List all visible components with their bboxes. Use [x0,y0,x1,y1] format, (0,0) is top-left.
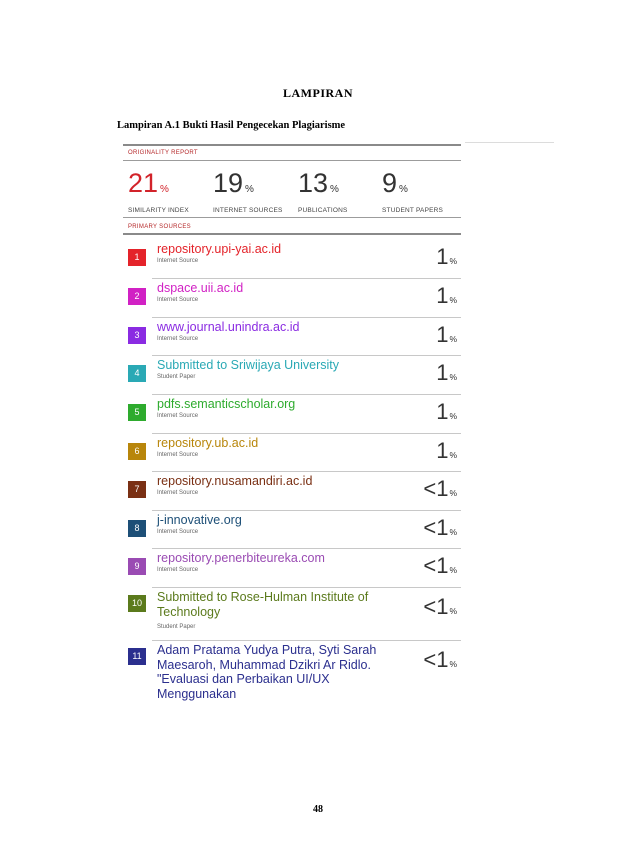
source-row [120,549,465,588]
source-title[interactable]: pdfs.semanticscholar.org [157,397,296,411]
source-percentage [436,360,457,386]
originality-rule [123,160,461,161]
source-row [120,279,465,318]
source-pct-sign: % [449,488,457,498]
source-pct-value: 1 [436,399,449,424]
header-rule-extension [462,142,554,143]
source-title[interactable]: repository.upi-yai.ac.id [157,242,282,256]
source-pct-sign: % [449,527,457,537]
source-rank-badge: 2 [128,288,146,305]
source-title[interactable]: Adam Pratama Yudya Putra, Syti Sarah Maesaroh, Muhammad Dzikri Ar Ridlo. "Evaluasi dan Perbaikan UI/UX Menggunakan [157,643,377,701]
source-title[interactable]: www.journal.unindra.ac.id [157,320,300,334]
source-rank-badge: 3 [128,327,146,344]
source-pct-sign: % [449,372,457,382]
source-pct-sign: % [449,606,457,616]
source-pct-sign: % [449,256,457,266]
source-type: Internet Source [157,297,199,303]
source-pct-value: 1 [436,322,449,347]
stat-pct: % [245,184,254,195]
originality-report-label: ORIGINALITY REPORT [128,150,198,156]
source-pct-value: <1 [423,647,449,672]
source-row [120,588,465,641]
top-rule [123,144,461,146]
source-pct-value: <1 [423,553,449,578]
source-row [120,472,465,511]
source-type: Internet Source [157,490,199,496]
stat-value: 9 [382,168,398,198]
stat-student-papers [382,168,443,214]
source-percentage [436,438,457,464]
source-row [120,240,465,279]
source-type: Internet Source [157,413,199,419]
source-title[interactable]: repository.penerbiteureka.com [157,551,325,565]
source-percentage [423,594,457,620]
stat-publications [298,168,348,214]
source-rank-badge: 10 [128,595,146,612]
stat-value: 21 [128,168,159,198]
source-rank-badge: 6 [128,443,146,460]
source-percentage [423,515,457,541]
stat-pct: % [330,184,339,195]
source-rank-badge: 9 [128,558,146,575]
source-percentage [436,244,457,270]
source-row [120,434,465,472]
source-rank-badge: 11 [128,648,146,665]
source-type: Internet Source [157,258,199,264]
source-row [120,511,465,549]
source-pct-value: 1 [436,438,449,463]
originality-report [120,142,465,701]
source-title[interactable]: dspace.uii.ac.id [157,281,244,295]
source-pct-value: <1 [423,515,449,540]
stat-pct: % [160,184,169,195]
source-rank-badge: 4 [128,365,146,382]
source-rank-badge: 7 [128,481,146,498]
page-number: 48 [313,804,323,815]
source-percentage [436,322,457,348]
source-pct-value: <1 [423,594,449,619]
source-row [120,641,465,701]
source-pct-value: <1 [423,476,449,501]
source-pct-value: 1 [436,283,449,308]
stat-value: 19 [213,168,244,198]
source-title[interactable]: Submitted to Sriwijaya University [157,358,340,372]
source-title[interactable]: repository.ub.ac.id [157,436,259,450]
stat-label: SIMILARITY INDEX [128,207,189,214]
appendix-caption: Lampiran A.1 Bukti Hasil Pengecekan Plagiarisme [117,120,346,131]
source-rank-badge: 8 [128,520,146,537]
source-pct-sign: % [449,411,457,421]
source-row [120,318,465,356]
source-type: Internet Source [157,452,199,458]
stat-label: PUBLICATIONS [298,207,348,214]
primary-sources-rule [123,233,461,235]
page-heading: LAMPIRAN [283,86,353,100]
source-row [120,395,465,434]
source-type: Internet Source [157,336,199,342]
source-percentage [423,553,457,579]
source-pct-value: 1 [436,244,449,269]
source-title[interactable]: repository.nusamandiri.ac.id [157,474,313,488]
source-row [120,356,465,395]
source-type: Student Paper [157,374,196,380]
stat-value: 13 [298,168,329,198]
stat-label: INTERNET SOURCES [213,207,283,214]
stat-similarity-index [128,168,189,214]
source-pct-sign: % [449,334,457,344]
source-pct-sign: % [449,450,457,460]
source-percentage [423,647,457,673]
source-title[interactable]: j-innovative.org [157,513,242,527]
source-rank-badge: 5 [128,404,146,421]
source-type: Internet Source [157,567,199,573]
source-percentage [436,399,457,425]
source-pct-sign: % [449,659,457,669]
source-percentage [423,476,457,502]
stats-rule [123,217,461,218]
source-title[interactable]: Submitted to Rose-Hulman Institute of Technology [157,590,369,619]
stat-pct: % [399,184,408,195]
source-pct-value: 1 [436,360,449,385]
source-type: Internet Source [157,529,199,535]
source-pct-sign: % [449,565,457,575]
source-pct-sign: % [449,295,457,305]
source-percentage [436,283,457,309]
primary-sources-label: PRIMARY SOURCES [128,224,191,230]
source-type: Student Paper [157,624,196,630]
stat-internet-sources [213,168,283,214]
stat-label: STUDENT PAPERS [382,207,444,214]
source-rank-badge: 1 [128,249,146,266]
